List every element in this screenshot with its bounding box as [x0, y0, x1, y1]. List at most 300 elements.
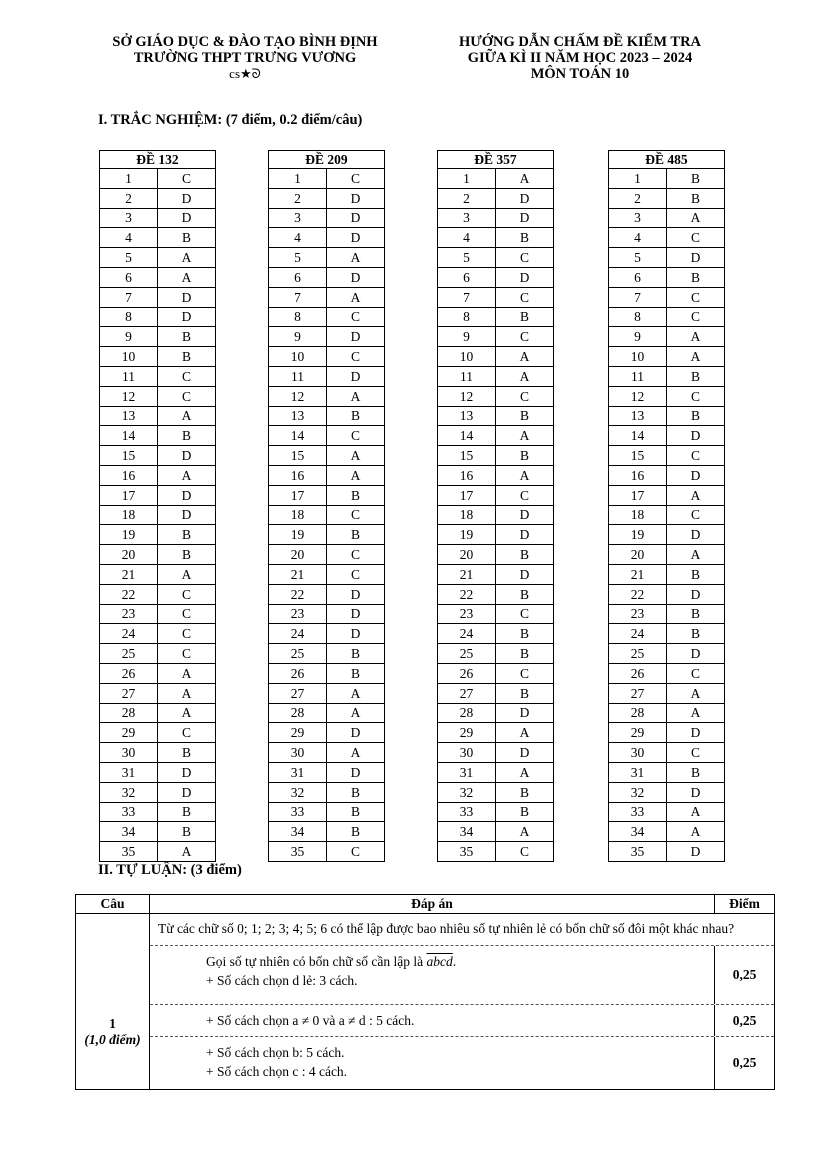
question-number: 16 [438, 465, 496, 485]
answer-row [609, 663, 725, 683]
answer-row [100, 228, 216, 248]
answer-letter: A [667, 485, 725, 505]
answer-row [438, 703, 554, 723]
answer-letter: D [667, 465, 725, 485]
question-number: 33 [269, 802, 327, 822]
answer-row [100, 703, 216, 723]
step-1-line-2: + Số cách chọn d lẻ: 3 cách. [206, 973, 358, 988]
question-number: 10 [438, 347, 496, 367]
answer-row [438, 624, 554, 644]
question-number: 19 [438, 525, 496, 545]
answer-letter: D [327, 723, 385, 743]
answer-letter: A [667, 208, 725, 228]
answer-letter: B [496, 446, 554, 466]
answer-letter: A [496, 822, 554, 842]
answer-letter: B [327, 782, 385, 802]
answer-row [609, 248, 725, 268]
answer-letter: A [158, 663, 216, 683]
answer-row [100, 386, 216, 406]
answer-row [100, 545, 216, 565]
answer-letter: A [496, 762, 554, 782]
answer-letter: D [327, 762, 385, 782]
answer-row [269, 723, 385, 743]
answer-letter: A [496, 465, 554, 485]
answer-row [100, 663, 216, 683]
answer-row [269, 564, 385, 584]
question-number: 22 [438, 584, 496, 604]
question-number: 9 [609, 327, 667, 347]
answer-letter: D [158, 446, 216, 466]
question-number: 28 [609, 703, 667, 723]
answer-row [609, 208, 725, 228]
question-number: 3 [269, 208, 327, 228]
question-number: 10 [269, 347, 327, 367]
answer-letter: B [496, 584, 554, 604]
step-1 [150, 946, 774, 1005]
answer-row [100, 287, 216, 307]
answer-row [609, 287, 725, 307]
answer-letter: D [496, 208, 554, 228]
question-number: 32 [100, 782, 158, 802]
answer-row [269, 366, 385, 386]
section-2-title: II. TỰ LUẬN: (3 điểm) [98, 862, 242, 878]
answer-key-table [99, 150, 216, 862]
question-number: 32 [609, 782, 667, 802]
question-number: 19 [609, 525, 667, 545]
question-number: 33 [609, 802, 667, 822]
question-number: 17 [269, 485, 327, 505]
answer-row [438, 307, 554, 327]
question-number: 35 [269, 842, 327, 862]
answer-row [609, 307, 725, 327]
answer-row [100, 366, 216, 386]
question-number: 4 [609, 228, 667, 248]
answer-row [438, 386, 554, 406]
question-number: 31 [269, 762, 327, 782]
answer-letter: A [158, 703, 216, 723]
question-number: 6 [438, 267, 496, 287]
answer-row [438, 327, 554, 347]
question-number: 13 [269, 406, 327, 426]
answer-row [269, 208, 385, 228]
answer-row [438, 248, 554, 268]
step-1-variable: abcd [426, 954, 453, 969]
answer-row [438, 782, 554, 802]
question-number: 15 [100, 446, 158, 466]
answer-letter: D [667, 525, 725, 545]
answer-key-table [437, 150, 554, 862]
answer-row [269, 683, 385, 703]
school-name: TRƯỜNG THPT TRƯNG VƯƠNG [133, 50, 357, 66]
answer-row [438, 406, 554, 426]
answer-row [100, 644, 216, 664]
answer-letter: B [158, 228, 216, 248]
question-number: 20 [438, 545, 496, 565]
answer-letter: B [327, 802, 385, 822]
answer-row [609, 644, 725, 664]
question-number: 14 [438, 426, 496, 446]
answer-letter: B [158, 426, 216, 446]
question-number: 2 [269, 188, 327, 208]
question-number: 5 [438, 248, 496, 268]
question-number: 34 [609, 822, 667, 842]
answer-row [100, 762, 216, 782]
question-number: 35 [100, 842, 158, 862]
answer-row [100, 446, 216, 466]
answer-row [269, 287, 385, 307]
answer-row [100, 188, 216, 208]
answer-letter: D [327, 228, 385, 248]
title-line-1: HƯỚNG DẪN CHẤM ĐỀ KIỂM TRA [458, 34, 702, 50]
answer-row [100, 802, 216, 822]
question-number: 8 [269, 307, 327, 327]
answer-letter: A [496, 426, 554, 446]
question-number: 34 [269, 822, 327, 842]
question-number: 21 [269, 564, 327, 584]
question-number: 24 [100, 624, 158, 644]
answer-row [609, 327, 725, 347]
answer-row [269, 248, 385, 268]
answer-row [100, 584, 216, 604]
answer-row [269, 762, 385, 782]
answer-letter: C [496, 386, 554, 406]
answer-letter: C [667, 386, 725, 406]
answer-row [609, 762, 725, 782]
answer-letter: B [667, 624, 725, 644]
question-number: 31 [609, 762, 667, 782]
answer-letter: B [158, 822, 216, 842]
question-number: 5 [609, 248, 667, 268]
answer-letter: A [158, 842, 216, 862]
answer-letter: B [158, 525, 216, 545]
answer-letter: D [667, 426, 725, 446]
question-number: 29 [269, 723, 327, 743]
question-number: 9 [438, 327, 496, 347]
answer-letter: D [496, 564, 554, 584]
answer-letter: C [158, 366, 216, 386]
question-number: 10 [609, 347, 667, 367]
answer-letter: D [496, 743, 554, 763]
answer-row [100, 248, 216, 268]
question-number: 6 [269, 267, 327, 287]
answer-letter: A [327, 386, 385, 406]
question-number: 18 [269, 505, 327, 525]
question-number: 25 [438, 644, 496, 664]
answer-letter: D [327, 208, 385, 228]
question-number: 31 [438, 762, 496, 782]
answer-letter: D [158, 762, 216, 782]
answer-row [438, 842, 554, 862]
question-number: 11 [100, 366, 158, 386]
answer-row [609, 228, 725, 248]
answer-key-table [268, 150, 385, 862]
answer-row [609, 446, 725, 466]
question-number: 8 [438, 307, 496, 327]
question-number: 2 [438, 188, 496, 208]
answer-row [438, 743, 554, 763]
question-number: 26 [269, 663, 327, 683]
answer-letter: D [158, 505, 216, 525]
answer-letter: C [667, 287, 725, 307]
answer-row [269, 842, 385, 862]
step-1-body: Gọi số tự nhiên có bốn chữ số cần lập là abcd. + Số cách chọn d lẻ: 3 cách. [150, 946, 715, 1004]
question-number: 34 [438, 822, 496, 842]
answer-letter: B [496, 406, 554, 426]
question-number: 4 [100, 228, 158, 248]
answer-row [609, 683, 725, 703]
answer-letter: A [496, 169, 554, 189]
title-line-3: MÔN TOÁN 10 [530, 66, 630, 82]
answer-letter: B [496, 782, 554, 802]
answer-row [609, 188, 725, 208]
answer-letter: D [667, 644, 725, 664]
answer-letter: D [327, 366, 385, 386]
essay-table [75, 894, 775, 1090]
question-number: 25 [269, 644, 327, 664]
question-number: 11 [269, 366, 327, 386]
section-1-title: I. TRẮC NGHIỆM: (7 điểm, 0.2 điểm/câu) [98, 112, 363, 128]
question-number: 21 [609, 564, 667, 584]
answer-letter: B [158, 347, 216, 367]
answer-row [100, 465, 216, 485]
answer-letter: A [327, 465, 385, 485]
answer-row [609, 584, 725, 604]
answer-row [269, 505, 385, 525]
question-number: 30 [438, 743, 496, 763]
answer-row [100, 743, 216, 763]
question-number: 3 [438, 208, 496, 228]
answer-row [100, 723, 216, 743]
question-number: 18 [609, 505, 667, 525]
col-question: Câu [76, 895, 150, 914]
answer-row [269, 446, 385, 466]
question-number: 18 [438, 505, 496, 525]
answer-row [100, 782, 216, 802]
answer-row [438, 485, 554, 505]
answer-letter: B [667, 604, 725, 624]
answer-letter: A [667, 347, 725, 367]
answer-letter: B [496, 228, 554, 248]
answer-letter: A [667, 545, 725, 565]
answer-letter: C [327, 307, 385, 327]
answer-letter: A [327, 683, 385, 703]
question-number: 27 [100, 683, 158, 703]
answer-letter: D [667, 842, 725, 862]
answer-row [438, 604, 554, 624]
answer-letter: A [327, 446, 385, 466]
answer-row [609, 545, 725, 565]
question-number: 10 [100, 347, 158, 367]
answer-row [269, 743, 385, 763]
question-number: 6 [609, 267, 667, 287]
answer-letter: A [158, 564, 216, 584]
answer-letter: D [327, 584, 385, 604]
essay-header-row [76, 895, 775, 914]
answer-letter: C [496, 663, 554, 683]
answer-row [269, 307, 385, 327]
answer-letter: A [327, 287, 385, 307]
answer-row [100, 426, 216, 446]
answer-key-title: ĐỀ 357 [438, 151, 554, 169]
answer-letter: B [667, 267, 725, 287]
answer-letter: B [667, 169, 725, 189]
step-3-line-1: + Số cách chọn b: 5 cách. [206, 1045, 345, 1060]
question-number: 34 [100, 822, 158, 842]
answer-letter: B [158, 802, 216, 822]
answer-letter: B [158, 545, 216, 565]
question-number: 11 [609, 366, 667, 386]
answer-letter: B [327, 485, 385, 505]
question-number: 32 [269, 782, 327, 802]
answer-row [269, 663, 385, 683]
essay-row-1 [76, 914, 775, 1090]
department-name: SỞ GIÁO DỤC & ĐÀO TẠO BÌNH ĐỊNH [112, 34, 378, 50]
question-number: 4 [438, 228, 496, 248]
question-number: 11 [438, 366, 496, 386]
question-number: 24 [438, 624, 496, 644]
answer-row [100, 842, 216, 862]
question-number: 21 [100, 564, 158, 584]
answer-letter: B [667, 564, 725, 584]
question-number: 3 [609, 208, 667, 228]
answer-row [438, 465, 554, 485]
question-number: 12 [609, 386, 667, 406]
question-number: 19 [100, 525, 158, 545]
question-number: 16 [269, 465, 327, 485]
answer-row [609, 782, 725, 802]
question-number: 26 [609, 663, 667, 683]
answer-row [100, 307, 216, 327]
question-number: 30 [269, 743, 327, 763]
answer-letter: D [496, 267, 554, 287]
answer-row [609, 267, 725, 287]
step-2-text: + Số cách chọn a ≠ 0 và a ≠ d : 5 cách. [150, 1005, 715, 1036]
answer-row [438, 644, 554, 664]
answer-letter: C [667, 743, 725, 763]
question-number: 20 [609, 545, 667, 565]
step-3-line-2: + Số cách chọn c : 4 cách. [206, 1064, 348, 1079]
question-number: 22 [269, 584, 327, 604]
question-number: 33 [100, 802, 158, 822]
question-number: 25 [100, 644, 158, 664]
answer-row [269, 525, 385, 545]
question-number: 20 [100, 545, 158, 565]
question-number: 24 [609, 624, 667, 644]
question-number: 3 [100, 208, 158, 228]
answer-letter: C [327, 842, 385, 862]
question-number: 2 [100, 188, 158, 208]
answer-row [438, 169, 554, 189]
answer-letter: C [158, 644, 216, 664]
question-number: 2 [609, 188, 667, 208]
answer-letter: C [158, 169, 216, 189]
question-number: 28 [100, 703, 158, 723]
answer-letter: C [327, 426, 385, 446]
answer-letter: D [496, 525, 554, 545]
question-number: 1 [109, 1015, 116, 1031]
question-number: 5 [269, 248, 327, 268]
question-number: 14 [100, 426, 158, 446]
question-number: 16 [100, 465, 158, 485]
answer-letter: D [496, 703, 554, 723]
answer-letter: D [496, 188, 554, 208]
answer-row [609, 604, 725, 624]
question-number: 15 [269, 446, 327, 466]
answer-row [269, 386, 385, 406]
question-number: 21 [438, 564, 496, 584]
question-number: 26 [100, 663, 158, 683]
answer-letter: C [158, 386, 216, 406]
answer-letter: C [327, 545, 385, 565]
answer-row [438, 584, 554, 604]
question-number: 14 [609, 426, 667, 446]
question-number: 13 [609, 406, 667, 426]
answer-letter: A [158, 465, 216, 485]
answer-row [269, 584, 385, 604]
answer-cell [150, 914, 775, 1090]
answer-row [100, 505, 216, 525]
answer-letter: C [327, 347, 385, 367]
answer-row [609, 505, 725, 525]
answer-letter: C [158, 584, 216, 604]
answer-row [269, 228, 385, 248]
answer-letter: D [158, 208, 216, 228]
step-3 [150, 1037, 774, 1089]
answer-row [438, 505, 554, 525]
question-number: 12 [269, 386, 327, 406]
answer-letter: A [496, 366, 554, 386]
answer-row [609, 386, 725, 406]
answer-key-title: ĐỀ 132 [100, 151, 216, 169]
question-number: 1 [269, 169, 327, 189]
answer-row [609, 743, 725, 763]
answer-row [438, 683, 554, 703]
question-number: 19 [269, 525, 327, 545]
answer-letter: C [496, 604, 554, 624]
answer-row [269, 644, 385, 664]
answer-letter: B [327, 525, 385, 545]
answer-row [609, 842, 725, 862]
answer-row [269, 347, 385, 367]
answer-row [269, 465, 385, 485]
answer-row [269, 782, 385, 802]
answer-row [609, 426, 725, 446]
answer-letter: A [496, 347, 554, 367]
answer-row [438, 663, 554, 683]
question-number: 23 [609, 604, 667, 624]
question-number: 8 [100, 307, 158, 327]
question-number: 1 [100, 169, 158, 189]
question-number: 35 [609, 842, 667, 862]
answer-row [100, 327, 216, 347]
answer-letter: C [158, 604, 216, 624]
question-number: 18 [100, 505, 158, 525]
answer-row [269, 703, 385, 723]
answer-letter: D [327, 624, 385, 644]
answer-letter: C [496, 327, 554, 347]
question-number: 33 [438, 802, 496, 822]
question-number-cell [76, 914, 150, 1090]
answer-row [438, 366, 554, 386]
answer-row [438, 723, 554, 743]
answer-row [269, 485, 385, 505]
answer-row [609, 822, 725, 842]
answer-letter: C [667, 446, 725, 466]
question-number: 23 [100, 604, 158, 624]
question-number: 27 [438, 683, 496, 703]
question-number: 13 [100, 406, 158, 426]
question-number: 16 [609, 465, 667, 485]
